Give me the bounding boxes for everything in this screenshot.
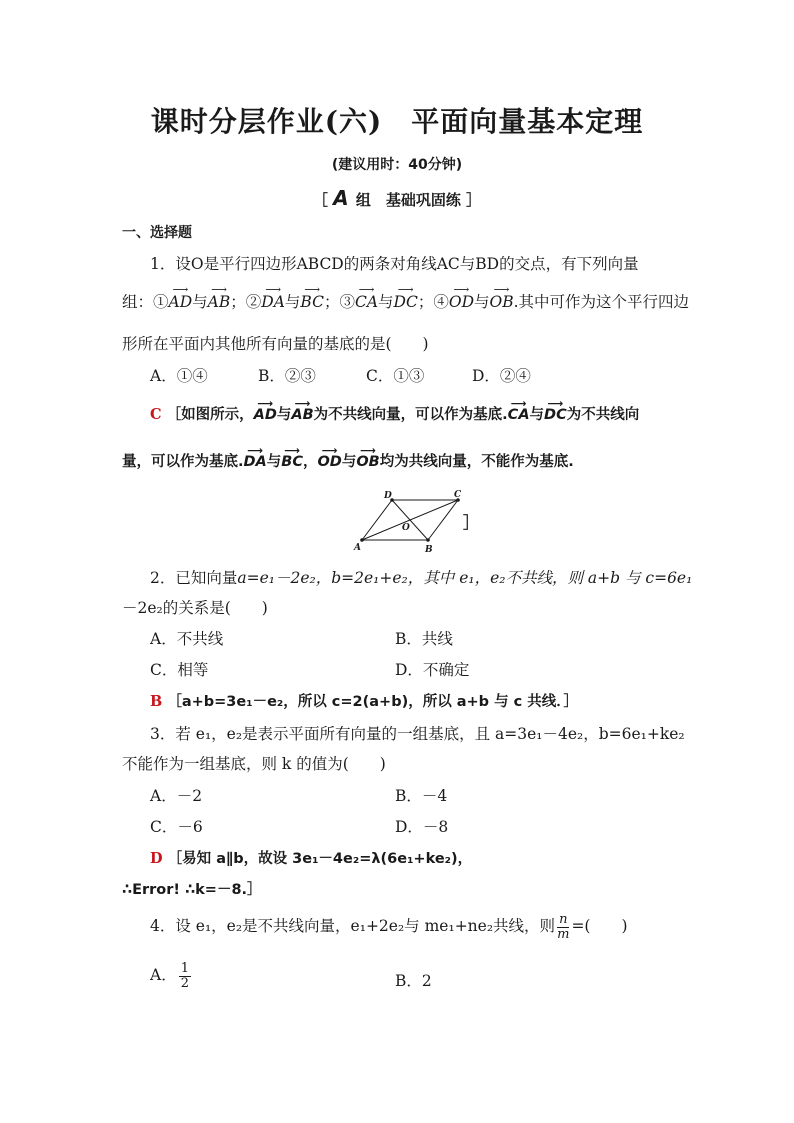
q4-option-a-label: A．	[150, 966, 177, 985]
vector-ad: ⟶ AD	[254, 407, 277, 423]
q4-frac-den: m	[557, 926, 570, 942]
q1-comma: ，	[302, 454, 318, 470]
q1-with: 与	[529, 407, 545, 423]
q4-fraction	[557, 913, 569, 941]
q3-option-c[interactable]: C．－6	[150, 818, 203, 836]
vector-dc: ⟶ DC	[394, 293, 418, 311]
vector-da: ⟶ DA	[261, 293, 285, 311]
q1-answer-text: ［如图所示，	[166, 407, 254, 423]
q1-with: 与	[192, 293, 208, 311]
group-open-bracket: ［	[312, 191, 328, 209]
parallelogram-figure	[350, 488, 480, 558]
q1-line1: 1．设O是平行四边形ABCD的两条对角线AC与BD的交点，有下列向量	[150, 255, 639, 273]
label-b: B	[425, 545, 433, 555]
q3-answer-text: ［易知 a∥b，故设 3e₁－4e₂=λ(6e₁+ke₂)，	[167, 851, 473, 867]
q3-answer-letter: D	[150, 850, 163, 867]
q1-sep: ；④	[417, 293, 449, 311]
group-header	[0, 186, 794, 210]
q1-sep: ；②	[230, 293, 262, 311]
q4-text: =( )	[571, 917, 628, 936]
vector-ad: ⟶ AD	[169, 293, 193, 311]
q3-line1: 3．若 e₁，e₂是表示平面所有向量的一组基底，且 a=3e₁－4e₂，b=6e₁+ke₂	[150, 725, 685, 743]
q1-with: 与	[266, 454, 282, 470]
q2-answer	[150, 690, 578, 711]
q1-line3: 形所在平面内其他所有向量的基底的是( )	[122, 335, 429, 353]
q2-option-c[interactable]: C．相等	[150, 661, 209, 679]
q4-option-a-num: 1	[180, 961, 189, 976]
q1-answer-letter: C	[150, 406, 162, 423]
q1-line2	[122, 290, 689, 312]
q1-answer-close-bracket: ］	[463, 513, 480, 532]
label-c: C	[454, 490, 462, 500]
q1-answer-line1	[150, 403, 639, 424]
q1-option-b[interactable]: B．②③	[258, 367, 316, 385]
vector-ca: ⟶ CA	[508, 407, 530, 423]
q4-option-b[interactable]: B．2	[395, 972, 432, 990]
q3-option-a[interactable]: A．－2	[150, 787, 203, 805]
q1-answer-text: 量，可以作为基底.	[122, 454, 244, 470]
q1-option-a[interactable]: A．①④	[150, 367, 208, 385]
q4-option-a[interactable]	[150, 962, 193, 990]
group-close-bracket: ］	[466, 191, 482, 209]
q2-option-a[interactable]: A．不共线	[150, 630, 224, 648]
vector-ob: ⟶ OB	[490, 293, 514, 311]
label-d: D	[384, 491, 392, 501]
vector-ca: ⟶ CA	[355, 293, 378, 311]
vector-bc: ⟶ BC	[281, 454, 303, 470]
page-title: 课时分层作业(六) 平面向量基本定理	[150, 105, 644, 138]
q1-answer-text: 为不共线向量，可以作为基底.	[313, 407, 508, 423]
q1-text: .其中可作为这个平行四边	[513, 293, 690, 311]
vector-ob: ⟶ OB	[356, 454, 379, 470]
q3-line2: 不能作为一组基底，则 k 的值为( )	[122, 755, 386, 773]
q2-option-d[interactable]: D．不确定	[395, 661, 470, 679]
q4-option-a-fraction	[179, 962, 191, 990]
group-label: 组 基础巩固练	[355, 191, 461, 209]
q2-answer-letter: B	[150, 693, 163, 710]
q1-option-c[interactable]: C．①③	[366, 367, 425, 385]
q1-with: 与	[284, 293, 301, 311]
vector-ab: ⟶ AB	[208, 293, 231, 311]
q1-with: 与	[341, 454, 357, 470]
q1-sep: ；③	[323, 293, 355, 311]
q1-with: 与	[378, 293, 394, 311]
vector-da: ⟶ DA	[244, 454, 267, 470]
q4-line1	[150, 913, 628, 941]
q1-with: 与	[276, 407, 292, 423]
q2-line1	[150, 566, 692, 588]
q1-answer-text: 均为共线向量，不能作为基底.	[379, 454, 574, 470]
q2-answer-text: ［a+b=3e₁－e₂，所以 c=2(a+b)，所以 a+b 与 c 共线．］	[167, 694, 579, 710]
q1-option-d[interactable]: D．②④	[472, 367, 531, 385]
group-badge: A	[333, 186, 349, 210]
q3-answer-line2: ∴Error! ∴k=－8.］	[122, 882, 262, 898]
q3-option-b[interactable]: B．－4	[395, 787, 448, 805]
q2-line2: －2e₂的关系是( )	[122, 599, 268, 617]
diagonal-bd	[392, 500, 428, 540]
q1-with: 与	[474, 293, 490, 311]
q1-text: 组：①	[122, 293, 169, 311]
vector-ab: ⟶ AB	[291, 407, 313, 423]
q4-frac-num: n	[559, 912, 568, 927]
q2-text: 2．已知向量	[150, 569, 238, 587]
q2-equation: a=e₁－2e₂，b=2e₁+e₂，其中 e₁，e₂不共线，则 a+b 与 c=6e₁	[237, 569, 693, 587]
label-o: O	[402, 523, 410, 533]
q4-option-a-den: 2	[180, 975, 189, 991]
vector-dc: ⟶ DC	[544, 407, 567, 423]
section-heading: 一、选择题	[122, 225, 192, 241]
q1-answer-text: 为不共线向	[566, 407, 640, 423]
q3-answer-line1	[150, 847, 472, 868]
q2-option-b[interactable]: B．共线	[395, 630, 453, 648]
time-suggestion: (建议用时：40分钟)	[331, 157, 463, 173]
q1-answer-line2	[122, 450, 574, 471]
vector-bc: ⟶ BC	[300, 293, 324, 311]
vector-od: ⟶ OD	[449, 293, 474, 311]
vector-od: ⟶ OD	[317, 454, 341, 470]
q3-option-d[interactable]: D．－8	[395, 818, 449, 836]
label-a: A	[354, 543, 361, 553]
q4-text: 4．设 e₁，e₂是不共线向量，e₁+2e₂与 me₁+ne₂共线，则	[150, 917, 556, 936]
